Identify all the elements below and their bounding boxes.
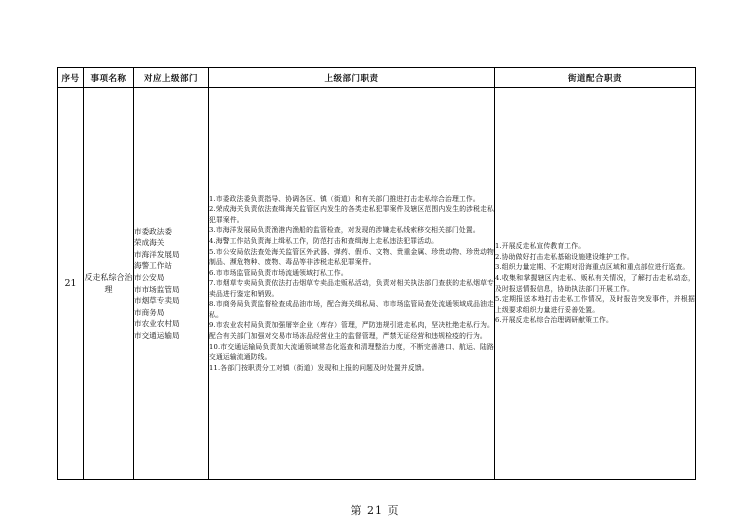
department-item: 市委政法委: [134, 226, 172, 236]
page-number: 第 21 页: [350, 504, 400, 517]
superior-duties: [209, 88, 495, 480]
street-duty-item: 2.协助做好打击走私基础设施建设维护工作。: [495, 252, 634, 261]
department-item: 市农业农村局: [134, 319, 180, 329]
header-no: 序号: [58, 68, 84, 88]
header-dept: 对应上级部门: [134, 68, 209, 88]
street-duty-item: 5.定期报送本地打击走私工作情况，及时报告突发事件，并根据上级要求组织力量进行妥善处置。: [495, 295, 695, 314]
header-duty: 上级部门职责: [209, 68, 495, 88]
street-duty-item: 3.组织力量定期、不定期对沿海重点区域和重点部位进行巡查。: [495, 263, 690, 272]
department-item: 市海洋发展局: [134, 249, 180, 259]
duty-item: 9.市农业农村局负责加强屠宰企业（库存）管理，严防违规引进走私肉，坚决杜绝走私行为。配合有关部门加强对交易市场冻品经营业主的监督管理，严禁无证经营和违规检疫的行为。: [209, 321, 494, 340]
department-item: 市烟草专卖局: [134, 296, 180, 306]
header-street: 街道配合职责: [495, 68, 696, 88]
duty-item: 11.各部门按职责分工对镇（街道）发现和上报的问题及时处置并反馈。: [209, 363, 429, 372]
department-list: [134, 88, 209, 480]
street-duty-item: 6.开展反走私综合治理调研献策工作。: [495, 316, 613, 325]
duty-item: 3.市海洋发展局负责渔港内渔船的监管检查，对发现的涉嫌走私线索移交相关部门处置。: [209, 226, 480, 235]
row-number: 21: [58, 88, 84, 480]
table-header-row: [58, 68, 696, 88]
duty-item: 2.荣成海关负责依法查缉海关监管区内发生的各类走私犯罪案件及辖区范围内发生的涉税走私犯罪案件。: [209, 205, 494, 224]
department-item: 市商务局: [134, 307, 165, 317]
item-name: 反走私综合治理: [84, 88, 134, 480]
duty-item: 5.市公安局依法查处海关监管区外武器、弹药、假币、文物、贵重金属、珍贵动物、珍贵动物制品、濒危物种、废物、毒品等非涉税走私犯罪案件。: [209, 247, 494, 267]
department-item: 市交通运输局: [134, 330, 180, 340]
duty-table: [57, 67, 696, 480]
department-item: 荣成海关: [134, 238, 165, 248]
duty-item: 4.海警工作站负责海上缉私工作，防范打击和查缉海上走私违法犯罪活动。: [209, 237, 439, 246]
street-duty-item: 1.开展反走私宣传教育工作。: [495, 242, 586, 251]
header-item: 事项名称: [84, 68, 134, 88]
duty-item: 6.市市场监管局负责市场流通领域打私工作。: [209, 268, 348, 277]
street-duties: [495, 88, 696, 480]
street-duty-item: 4.收集和掌握辖区内走私、贩私有关情况，了解打击走私动态，及时报送情报信息，协助执法部门开展工作。: [495, 273, 695, 293]
table-row: [58, 88, 696, 480]
duty-item: 10.市交通运输局负责加大流通领域常态化巡查和清理整治力度，不断完善港口、航运、陆路交通运输流通防线。: [209, 342, 494, 362]
department-item: 海警工作站: [134, 261, 172, 271]
department-item: 市市场监管局: [134, 284, 180, 294]
duty-item: 8.市商务局负责监督检查成品油市场，配合海关缉私局、市市场监管局查处流通领域成品油走私。: [209, 300, 494, 319]
department-item: 市公安局: [134, 272, 165, 282]
duty-item: 7.市烟草专卖局负责依法打击烟草专卖品走贩私活动，负责对相关执法部门查获的走私烟草专卖品进行鉴定和销毁。: [209, 279, 494, 298]
duty-item: 1.市委政法委负责指导、协调各区、镇（街道）和有关部门推进打击走私综合治理工作。: [209, 194, 480, 203]
